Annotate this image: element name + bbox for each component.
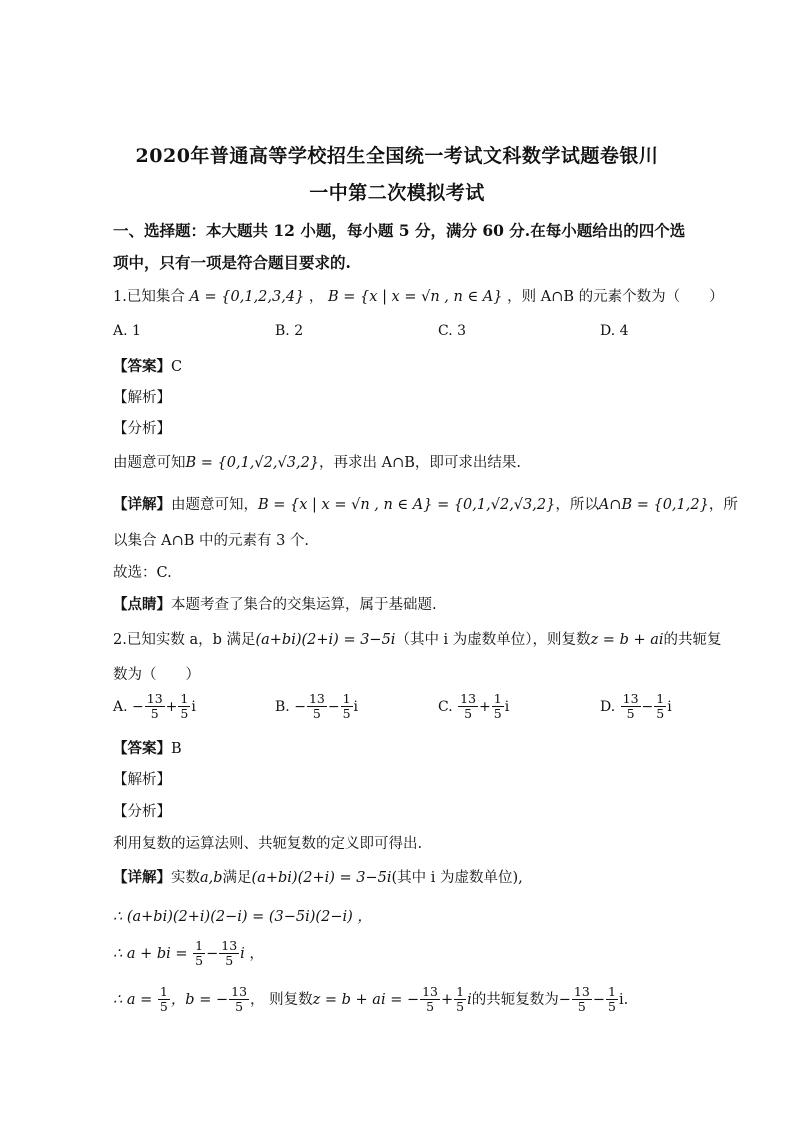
q2-option-b-frac2 — [341, 692, 353, 722]
q2-step2-pre: ∴ a + bi = — [113, 945, 188, 962]
q2-option-a-den2: 5 — [180, 706, 189, 722]
q2-step3-c-den2: 5 — [607, 999, 616, 1015]
q2-step3-z-sign: + — [441, 991, 454, 1008]
q1-detail-eq: B = {x | x = √n , n ∈ A} = {0,1,√2,√3,2} — [258, 497, 556, 513]
q1-detail-tag: 【详解】 — [113, 496, 171, 513]
q1-detail-end: ，所 — [708, 497, 738, 513]
q2-detail-ab: a,b — [200, 870, 223, 886]
q1-sep: ， — [308, 289, 324, 305]
q1-detail-mid: ，所以 — [555, 497, 599, 513]
q2-step2-post: ， — [249, 945, 264, 962]
q2-option-d-num1: 13 — [622, 691, 639, 706]
q1-option-d: D. 4 — [600, 323, 629, 339]
q2-option-d-den2: 5 — [656, 706, 665, 722]
q1-option-c: C. 3 — [438, 323, 467, 339]
q2-step3-z-num2: 1 — [456, 984, 465, 999]
q2-answer-tag: 【答案】 — [113, 740, 171, 757]
q2-option-d-den1: 5 — [626, 706, 635, 722]
q2-stem-line2: 数为（ ） — [113, 667, 200, 683]
q2-option-d — [600, 692, 672, 722]
q1-detail-line2: 以集合 A∩B 中的元素有 3 个. — [113, 533, 310, 549]
q2-step2-frac2 — [219, 939, 239, 969]
q2-step3-c-frac2 — [606, 985, 618, 1015]
q2-option-c — [438, 692, 509, 722]
q2-step3-c-frac1 — [572, 985, 592, 1015]
q2-option-c-unit: i — [504, 698, 510, 715]
q2-option-d-label: D. — [600, 698, 616, 715]
q2-stem — [113, 628, 722, 649]
q2-prefix: 2.已知实数 a，b 满足 — [113, 632, 256, 648]
q1-fenxi — [113, 451, 521, 472]
q2-step3-z-frac1 — [420, 985, 440, 1015]
q1-comment — [113, 593, 437, 614]
page-title-line1: 2020年普通高等学校招生全国统一考试文科数学试题卷银川 — [135, 145, 659, 167]
q2-option-a-sign1: − — [132, 698, 144, 715]
q1-comment-text: 本题考查了集合的交集运算，属于基础题. — [171, 597, 437, 613]
q2-step3-z-den2: 5 — [456, 999, 465, 1015]
q1-option-b: B. 2 — [275, 323, 304, 339]
q2-option-a-frac2 — [178, 692, 190, 722]
q2-analysis-tag: 【解析】 — [113, 772, 171, 788]
q2-option-b-sign1: − — [294, 698, 306, 715]
q2-step1: ∴ (a+bi)(2+i)(2−i) = (3−5i)(2−i) ， — [113, 909, 372, 925]
q1-stem — [113, 285, 724, 306]
q2-option-c-frac1 — [458, 692, 478, 722]
q2-answer-value: B — [171, 741, 182, 757]
q2-step3-c-num2: 1 — [607, 984, 616, 999]
q2-step3 — [113, 985, 628, 1015]
q2-step3-b-num: 13 — [231, 984, 248, 999]
q1-comment-tag: 【点睛】 — [113, 596, 171, 613]
q2-option-c-den2: 5 — [493, 706, 502, 722]
q2-option-d-frac1 — [621, 692, 641, 722]
q1-fenxi-tag: 【分析】 — [113, 421, 171, 437]
q2-step3-c-num1: 13 — [573, 984, 590, 999]
q2-option-a-den1: 5 — [150, 706, 159, 722]
q1-prefix: 1.已知集合 — [113, 289, 185, 305]
q1-answer-value: C — [171, 359, 183, 375]
q2-option-b-den1: 5 — [312, 706, 321, 722]
q2-suffix2: 的共轭复 — [663, 632, 722, 648]
q2-step3-z-unit: i — [467, 991, 472, 1008]
q2-detail — [113, 866, 523, 887]
q2-option-b-den2: 5 — [342, 706, 351, 722]
q2-option-c-den1: 5 — [464, 706, 473, 722]
q2-option-b-num2: 1 — [342, 691, 351, 706]
q1-set-a: A = {0,1,2,3,4} — [189, 289, 305, 305]
q2-option-b-label: B. — [275, 698, 290, 715]
q2-option-a-num2: 1 — [180, 691, 189, 706]
q2-option-a-sign2: + — [165, 698, 178, 715]
q2-option-c-label: C. — [438, 698, 453, 715]
q2-step2-unit: i — [240, 945, 245, 962]
q1-answer-tag: 【答案】 — [113, 358, 171, 375]
q1-analysis-tag: 【解析】 — [113, 390, 171, 406]
q2-equation: (a+bi)(2+i) = 3−5i — [255, 632, 396, 648]
q2-option-a-num1: 13 — [146, 691, 163, 706]
q2-step2-num1: 1 — [195, 938, 204, 953]
q2-option-b-sign2: − — [327, 698, 340, 715]
q2-step2-den1: 5 — [195, 953, 204, 969]
q2-step3-a-num: 1 — [159, 984, 168, 999]
q2-option-a-unit: i — [191, 698, 196, 715]
q2-step3-b-den: 5 — [235, 999, 244, 1015]
q2-option-d-num2: 1 — [656, 691, 665, 706]
q2-step2-frac1 — [193, 939, 205, 969]
q2-step3-b: ，b = − — [170, 991, 229, 1008]
q2-step3-a-frac — [158, 985, 170, 1015]
q2-step3-z-num1: 13 — [422, 984, 439, 999]
page-title-line2: 一中第二次模拟考试 — [309, 182, 485, 204]
q2-option-c-num1: 13 — [460, 691, 477, 706]
q2-answer — [113, 737, 182, 758]
q2-step3-c-unit: i — [618, 991, 624, 1008]
q2-option-a — [113, 692, 196, 722]
q2-detail-pre: 实数 — [171, 870, 200, 886]
q2-option-b — [275, 692, 358, 722]
q2-step3-z-den1: 5 — [426, 999, 435, 1015]
q2-step3-c-den1: 5 — [577, 999, 586, 1015]
q2-option-b-unit: i — [353, 698, 359, 715]
q1-detail — [113, 493, 738, 514]
section-heading-line1: 一、选择题：本大题共 12 小题，每小题 5 分，满分 60 分.在每小题给出的四个选 — [113, 221, 686, 240]
q2-step3-conj: 的共轭复数为 — [471, 991, 559, 1008]
q2-step3-a: ∴ a = — [113, 991, 153, 1008]
q2-option-a-label: A. — [113, 698, 128, 715]
q2-detail-post: (其中 i 为虚数单位), — [391, 870, 523, 886]
q2-detail-mid: 满足 — [222, 870, 252, 886]
q1-option-a: A. 1 — [113, 323, 141, 339]
q2-step3-mid: ， 则复数 — [250, 991, 313, 1008]
q1-detail-pre: 由题意可知， — [171, 497, 258, 513]
q2-step3-z: z = b + ai = − — [312, 991, 420, 1008]
q2-option-a-frac1 — [145, 692, 165, 722]
section-heading-line2: 项中，只有一项是符合题目要求的. — [113, 253, 351, 272]
q1-choose: 故选：C. — [113, 565, 172, 581]
q2-option-d-sign2: − — [641, 698, 654, 715]
q1-fenxi-set: B = {0,1,√2,√3,2} — [185, 455, 320, 471]
q2-step3-z-frac2 — [454, 985, 466, 1015]
q2-option-c-num2: 1 — [493, 691, 502, 706]
q1-set-b: B = {x | x = √n , n ∈ A} — [328, 289, 503, 305]
q2-step2-den2: 5 — [225, 953, 234, 969]
q2-option-c-sign2: + — [479, 698, 491, 715]
q2-option-b-num1: 13 — [308, 691, 325, 706]
q2-suffix: （其中 i 为虚数单位），则复数 — [395, 632, 591, 648]
q2-option-b-frac1 — [307, 692, 327, 722]
q1-fenxi-pre: 由题意可知 — [113, 455, 186, 471]
q1-fenxi-post: ，再求出 A∩B，即可求出结果. — [319, 455, 522, 471]
q2-option-d-unit: i — [667, 698, 672, 715]
q1-detail-inter: A∩B = {0,1,2} — [598, 497, 709, 513]
q2-fenxi-tag: 【分析】 — [113, 804, 171, 820]
q2-step3-a-den: 5 — [159, 999, 168, 1015]
q2-detail-tag: 【详解】 — [113, 869, 171, 886]
q2-step2-num2: 13 — [221, 938, 238, 953]
q2-step3-c-sign2: − — [592, 991, 605, 1008]
q2-step3-end: . — [623, 991, 629, 1008]
q2-detail-eq: (a+bi)(2+i) = 3−5i — [251, 870, 392, 886]
q2-z: z = b + ai — [590, 632, 664, 648]
q1-suffix: ，则 A∩B 的元素个数为（ ） — [507, 289, 724, 305]
q2-fenxi: 利用复数的运算法则、共轭复数的定义即可得出. — [113, 836, 423, 852]
q2-step3-b-frac — [229, 985, 249, 1015]
q2-option-c-frac2 — [492, 692, 504, 722]
q2-option-d-frac2 — [654, 692, 666, 722]
q2-step2 — [113, 939, 264, 969]
q1-answer — [113, 355, 182, 376]
q2-step3-c-sign1: − — [558, 991, 571, 1008]
q2-step2-sign: − — [206, 945, 219, 962]
